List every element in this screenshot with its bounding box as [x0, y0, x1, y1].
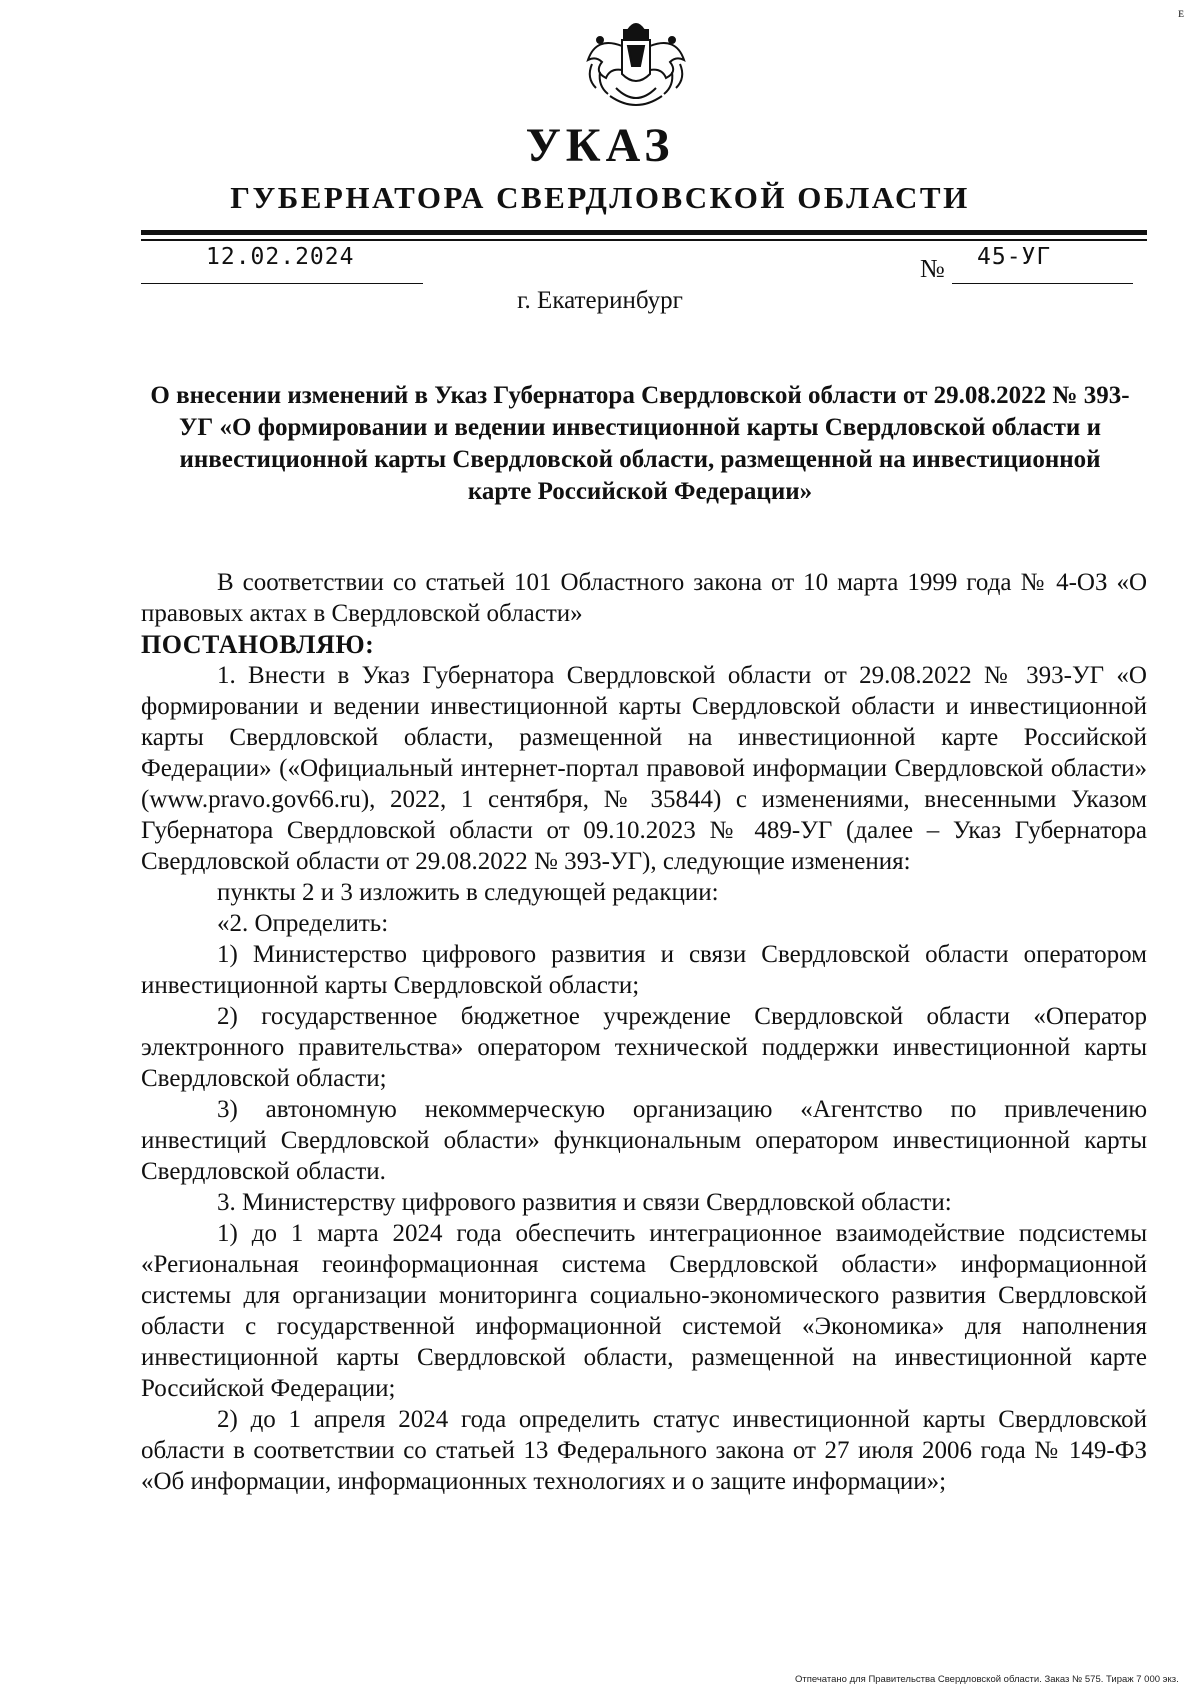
body-paragraph: пункты 2 и 3 изложить в следующей редакции:	[217, 879, 719, 906]
body-paragraph: «2. Определить:	[217, 910, 389, 937]
document-heading: О внесении изменений в Указ Губернатора Свердловской области от 29.08.2022 № 393-УГ «О формировании и ведении инвестиционной карты Свердловской области и инвестиционной карты Свердловской области, размещенной на инвестиционной карте Российской Федерации»	[150, 382, 1130, 505]
document-body	[141, 567, 1147, 1497]
preamble-paragraph: В соответствии со статьей 101 Областного закона от 10 марта 1999 года № 4-ОЗ «О правовых актах в Свердловской области»	[141, 569, 1147, 627]
number-label: №	[920, 254, 945, 283]
header-rule-thick	[141, 230, 1147, 235]
body-paragraph: 3) автономную некоммерческую организацию «Агентство по привлечению инвестиций Свердловской области» функциональным оператором инвестиционной карты Свердловской области.	[141, 1096, 1147, 1185]
body-paragraph: 3. Министерству цифрового развития и связи Свердловской области:	[217, 1189, 952, 1216]
decree-word: ПОСТАНОВЛЯЮ:	[141, 630, 375, 659]
date-underline	[141, 283, 423, 284]
document-title: УКАЗ	[525, 119, 675, 172]
document-city: г. Екатеринбург	[517, 287, 683, 314]
body-paragraph: 1) Министерство цифрового развития и связи Свердловской области оператором инвестиционной карты Свердловской области;	[141, 941, 1147, 999]
coat-of-arms-icon	[566, 16, 706, 116]
document-subtitle: ГУБЕРНАТОРА СВЕРДЛОВСКОЙ ОБЛАСТИ	[230, 180, 970, 215]
body-paragraph: 1) до 1 марта 2024 года обеспечить интеграционное взаимодействие подсистемы «Региональная геоинформационная система Свердловской области» информационной системы для организации мониторинга социально-экономического развития Свердловской области с государственной информационной системой «Экономика» для наполнения инвестиционной карты Свердловской области, размещенной на инвестиционной карте Российской Федерации;	[141, 1220, 1147, 1402]
document-date: 12.02.2024	[206, 244, 355, 270]
body-paragraph: 1. Внести в Указ Губернатора Свердловской области от 29.08.2022 № 393-УГ «О формировании и ведении инвестиционной карты Свердловской области и инвестиционной карты Свердловской области, размещенной на инвестиционной карте Российской Федерации» («Официальный интернет-портал правовой информации Свердловской области» (www.pravo.gov66.ru), 2022, 1 сентября, № 35844) с изменениями, внесенными Указом Губернатора Свердловской области от 09.10.2023 № 489-УГ (далее – Указ Губернатора Свердловской области от 29.08.2022 № 393-УГ), следующие изменения:	[141, 662, 1147, 875]
print-note: Отпечатано для Правительства Свердловской области. Заказ № 575. Тираж 7 000 экз.	[795, 1674, 1179, 1685]
body-paragraph: 2) государственное бюджетное учреждение Свердловской области «Оператор электронного правительства» оператором технической поддержки инвестиционной карты Свердловской области;	[141, 1003, 1147, 1092]
number-underline	[952, 283, 1133, 284]
body-paragraph: 2) до 1 апреля 2024 года определить статус инвестиционной карты Свердловской области в соответствии со статьей 13 Федерального закона от 27 июля 2006 года № 149-ФЗ «Об информации, информационных технологиях и о защите информации»;	[141, 1406, 1147, 1495]
corner-mark: ᴇ	[1178, 6, 1185, 21]
document-number: 45-УГ	[977, 244, 1052, 270]
header-rule-thin	[141, 239, 1147, 241]
